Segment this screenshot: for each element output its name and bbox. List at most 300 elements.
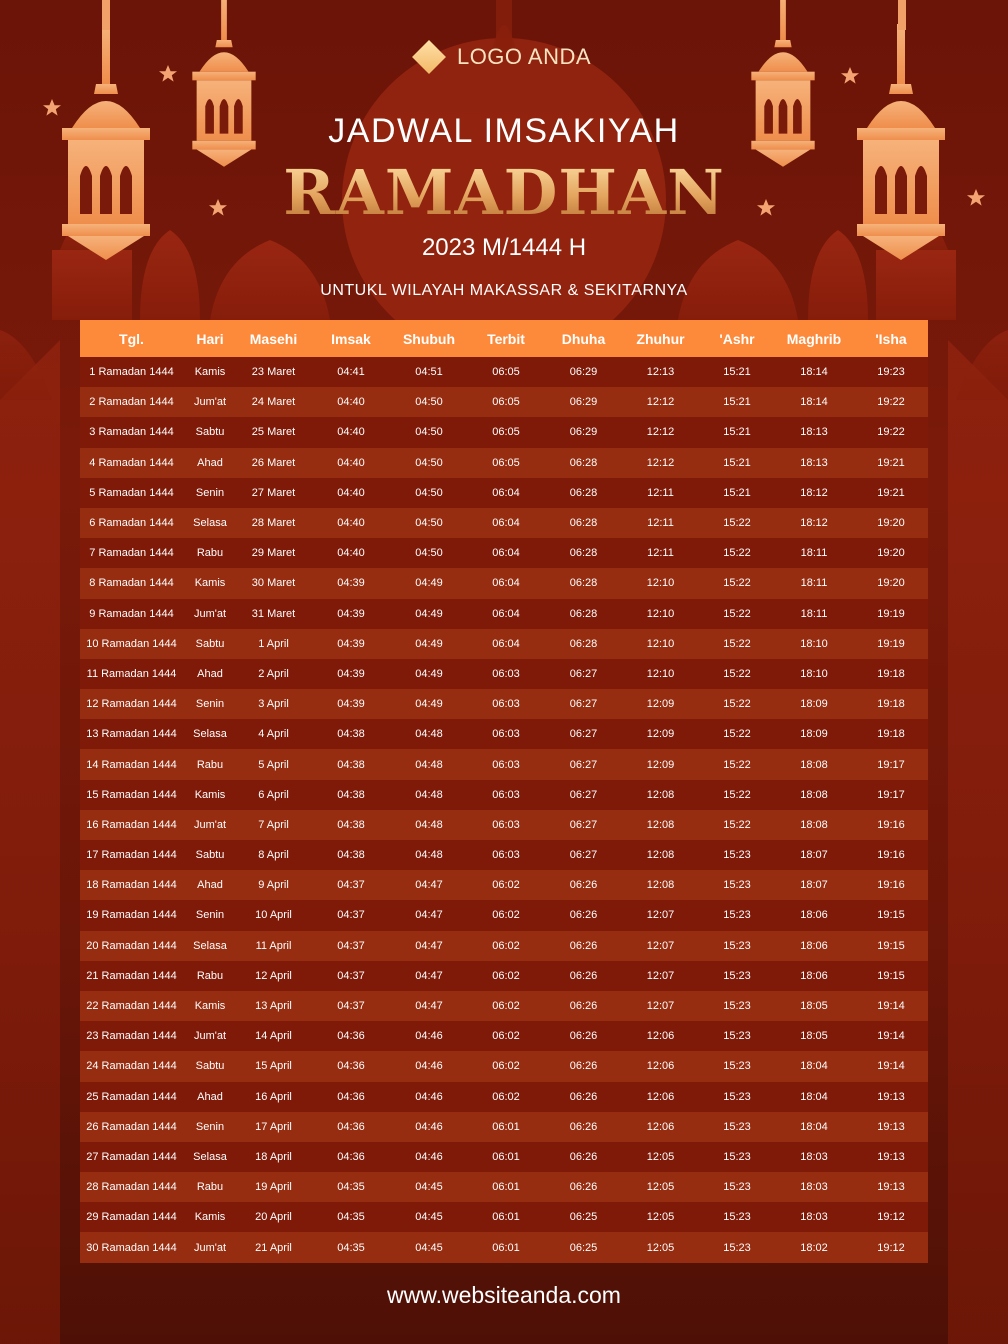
table-cell: 04:37 (310, 870, 392, 900)
table-cell: 04:40 (310, 417, 392, 447)
table-cell: 18:11 (774, 599, 854, 629)
table-cell: 15:23 (700, 931, 774, 961)
table-cell: 5 April (237, 749, 310, 779)
table-cell: 12:11 (621, 478, 700, 508)
table-cell: Kamis (183, 991, 237, 1021)
table-cell: 06:05 (466, 417, 546, 447)
table-cell: 12:12 (621, 417, 700, 447)
table-cell: Rabu (183, 538, 237, 568)
table-row (80, 1082, 928, 1112)
table-cell: 18:10 (774, 629, 854, 659)
table-cell: 19:12 (854, 1202, 928, 1232)
table-row (80, 629, 928, 659)
table-row (80, 719, 928, 749)
table-cell: 15:22 (700, 538, 774, 568)
table-cell: 18:13 (774, 448, 854, 478)
table-cell: Ahad (183, 1082, 237, 1112)
table-cell: 04:47 (392, 870, 466, 900)
table-cell: Senin (183, 900, 237, 930)
table-cell: Jum'at (183, 387, 237, 417)
table-cell: 06:27 (546, 840, 621, 870)
table-cell: 19:18 (854, 719, 928, 749)
table-cell: 18:05 (774, 991, 854, 1021)
table-cell: 04:49 (392, 659, 466, 689)
table-cell: Selasa (183, 1142, 237, 1172)
table-cell: 15:21 (700, 387, 774, 417)
table-cell: 04:39 (310, 568, 392, 598)
table-cell: 04:40 (310, 508, 392, 538)
table-cell: 06:25 (546, 1232, 621, 1262)
table-cell: 15 Ramadan 1444 (80, 780, 183, 810)
table-cell: 06:05 (466, 357, 546, 387)
table-cell: 04:37 (310, 991, 392, 1021)
table-cell: 04:39 (310, 599, 392, 629)
table-cell: 18:08 (774, 749, 854, 779)
table-cell: 04:48 (392, 719, 466, 749)
table-cell: Ahad (183, 448, 237, 478)
table-cell: 10 April (237, 900, 310, 930)
table-cell: 12:06 (621, 1051, 700, 1081)
table-cell: 15:23 (700, 840, 774, 870)
table-cell: 21 Ramadan 1444 (80, 961, 183, 991)
table-cell: 06:26 (546, 1172, 621, 1202)
table-cell: 04:49 (392, 599, 466, 629)
table-cell: 15:23 (700, 1082, 774, 1112)
table-cell: 18:07 (774, 840, 854, 870)
table-cell: 06:03 (466, 719, 546, 749)
table-cell: 18:04 (774, 1051, 854, 1081)
table-cell: 06:01 (466, 1142, 546, 1172)
table-cell: 04:39 (310, 629, 392, 659)
table-cell: 12:12 (621, 448, 700, 478)
table-row (80, 357, 928, 387)
table-cell: 15:23 (700, 1172, 774, 1202)
table-cell: 15 April (237, 1051, 310, 1081)
column-header: Masehi (237, 320, 310, 357)
table-cell: 19:13 (854, 1172, 928, 1202)
table-cell: 28 Ramadan 1444 (80, 1172, 183, 1202)
table-cell: 15:21 (700, 478, 774, 508)
table-cell: 04:40 (310, 538, 392, 568)
table-cell: 11 April (237, 931, 310, 961)
table-cell: 06:28 (546, 599, 621, 629)
table-cell: 15:23 (700, 870, 774, 900)
table-cell: 04:49 (392, 568, 466, 598)
table-cell: Kamis (183, 568, 237, 598)
logo (0, 40, 1008, 74)
table-cell: 12:06 (621, 1021, 700, 1051)
table-cell: 06:26 (546, 900, 621, 930)
table-cell: 18:06 (774, 931, 854, 961)
table-cell: Selasa (183, 508, 237, 538)
table-cell: 18 April (237, 1142, 310, 1172)
schedule-table (80, 320, 928, 1263)
table-cell: 11 Ramadan 1444 (80, 659, 183, 689)
table-cell: 06:26 (546, 991, 621, 1021)
table-cell: 06:28 (546, 478, 621, 508)
table-cell: 18:02 (774, 1232, 854, 1262)
logo-diamond-icon (412, 40, 446, 74)
table-row (80, 840, 928, 870)
table-cell: 06:03 (466, 659, 546, 689)
table-cell: Selasa (183, 719, 237, 749)
table-cell: 18:12 (774, 478, 854, 508)
table-cell: 04:45 (392, 1172, 466, 1202)
table-cell: 06:05 (466, 387, 546, 417)
table-cell: 26 Ramadan 1444 (80, 1112, 183, 1142)
table-cell: 06:28 (546, 538, 621, 568)
table-row (80, 900, 928, 930)
table-cell: Jum'at (183, 1232, 237, 1262)
table-cell: 12:11 (621, 538, 700, 568)
table-cell: 04:36 (310, 1142, 392, 1172)
column-header: Imsak (310, 320, 392, 357)
table-row (80, 780, 928, 810)
table-cell: 19:13 (854, 1082, 928, 1112)
table-cell: 25 Ramadan 1444 (80, 1082, 183, 1112)
table-cell: 19:16 (854, 810, 928, 840)
table-cell: 12:08 (621, 810, 700, 840)
table-cell: 06:03 (466, 780, 546, 810)
table-cell: 19:19 (854, 599, 928, 629)
table-cell: 12:09 (621, 749, 700, 779)
table-row (80, 810, 928, 840)
table-cell: 21 April (237, 1232, 310, 1262)
table-cell: 15:22 (700, 719, 774, 749)
table-row (80, 538, 928, 568)
table-cell: 15:22 (700, 689, 774, 719)
table-cell: 8 April (237, 840, 310, 870)
table-cell: 1 April (237, 629, 310, 659)
table-row (80, 689, 928, 719)
table-cell: 06:26 (546, 1142, 621, 1172)
table-cell: 04:37 (310, 961, 392, 991)
table-row (80, 568, 928, 598)
table-cell: 12:10 (621, 629, 700, 659)
table-cell: 18:04 (774, 1112, 854, 1142)
table-cell: 04:47 (392, 961, 466, 991)
table-cell: 18:05 (774, 1021, 854, 1051)
table-cell: 06:01 (466, 1172, 546, 1202)
table-cell: 18:03 (774, 1202, 854, 1232)
table-cell: 04:39 (310, 689, 392, 719)
table-cell: 04:50 (392, 478, 466, 508)
table-cell: 04:38 (310, 719, 392, 749)
table-cell: 7 April (237, 810, 310, 840)
table-cell: 3 Ramadan 1444 (80, 417, 183, 447)
table-cell: 19:23 (854, 357, 928, 387)
table-cell: Sabtu (183, 840, 237, 870)
table-cell: 04:35 (310, 1232, 392, 1262)
table-cell: 19:22 (854, 387, 928, 417)
table-cell: 19:13 (854, 1142, 928, 1172)
year-label: 2023 M/1444 H (421, 234, 587, 261)
table-cell: 06:26 (546, 1051, 621, 1081)
table-cell: 12:10 (621, 568, 700, 598)
table-cell: 06:27 (546, 780, 621, 810)
table-cell: 04:36 (310, 1051, 392, 1081)
table-cell: 18:09 (774, 719, 854, 749)
table-cell: 10 Ramadan 1444 (80, 629, 183, 659)
table-cell: 15:22 (700, 508, 774, 538)
table-cell: 19:13 (854, 1112, 928, 1142)
table-cell: 04:40 (310, 478, 392, 508)
table-cell: 12:07 (621, 900, 700, 930)
table-cell: 14 Ramadan 1444 (80, 749, 183, 779)
table-body (80, 357, 928, 1263)
table-cell: 19:21 (854, 478, 928, 508)
table-cell: Sabtu (183, 1051, 237, 1081)
table-cell: 24 Maret (237, 387, 310, 417)
table-cell: 06:28 (546, 568, 621, 598)
table-cell: 12:08 (621, 840, 700, 870)
table-cell: Kamis (183, 1202, 237, 1232)
table-cell: 28 Maret (237, 508, 310, 538)
table-cell: 06:04 (466, 629, 546, 659)
table-cell: 17 Ramadan 1444 (80, 840, 183, 870)
table-cell: 06:04 (466, 508, 546, 538)
title-ramadhan: RAMADHAN (0, 156, 1008, 229)
table-cell: 04:38 (310, 749, 392, 779)
table-cell: 06:02 (466, 1051, 546, 1081)
table-cell: 27 Maret (237, 478, 310, 508)
table-cell: 04:37 (310, 900, 392, 930)
table-cell: 04:50 (392, 417, 466, 447)
table-row (80, 1202, 928, 1232)
table-cell: Rabu (183, 1172, 237, 1202)
table-cell: 06:04 (466, 478, 546, 508)
table-cell: 19 Ramadan 1444 (80, 900, 183, 930)
column-header: Tgl. (80, 320, 183, 357)
table-cell: 06:01 (466, 1202, 546, 1232)
table-cell: 19:16 (854, 840, 928, 870)
table-cell: 06:26 (546, 961, 621, 991)
table-cell: 12:07 (621, 991, 700, 1021)
table-cell: 9 April (237, 870, 310, 900)
table-cell: 29 Maret (237, 538, 310, 568)
table-cell: 06:02 (466, 931, 546, 961)
table-cell: 06:02 (466, 900, 546, 930)
table-cell: 06:26 (546, 1112, 621, 1142)
table-cell: 18:08 (774, 780, 854, 810)
table-cell: 06:02 (466, 991, 546, 1021)
table-cell: 16 Ramadan 1444 (80, 810, 183, 840)
table-cell: 04:39 (310, 659, 392, 689)
table-cell: 15:23 (700, 1051, 774, 1081)
table-cell: Jum'at (183, 1021, 237, 1051)
column-header: Zhuhur (621, 320, 700, 357)
table-cell: 06:04 (466, 538, 546, 568)
table-cell: 06:28 (546, 448, 621, 478)
table-cell: 06:01 (466, 1232, 546, 1262)
lantern-string (102, 0, 110, 30)
table-cell: 06:02 (466, 1021, 546, 1051)
table-cell: Rabu (183, 749, 237, 779)
table-cell: 04:46 (392, 1082, 466, 1112)
table-cell: 04:36 (310, 1082, 392, 1112)
table-cell: 06:04 (466, 568, 546, 598)
table-cell: 5 Ramadan 1444 (80, 478, 183, 508)
table-cell: 18:11 (774, 568, 854, 598)
table-cell: 06:03 (466, 689, 546, 719)
table-cell: 15:23 (700, 900, 774, 930)
table-cell: 04:49 (392, 629, 466, 659)
table-cell: Senin (183, 689, 237, 719)
table-cell: 04:38 (310, 810, 392, 840)
table-cell: 29 Ramadan 1444 (80, 1202, 183, 1232)
table-cell: 04:40 (310, 448, 392, 478)
table-cell: 15:22 (700, 810, 774, 840)
table-cell: 12:09 (621, 689, 700, 719)
table-cell: 15:23 (700, 1142, 774, 1172)
table-cell: 04:48 (392, 810, 466, 840)
table-cell: 12:10 (621, 599, 700, 629)
table-cell: 06:02 (466, 870, 546, 900)
table-cell: 12:10 (621, 659, 700, 689)
schedule-table-container (80, 320, 928, 1263)
column-header: Hari (183, 320, 237, 357)
table-cell: 15:23 (700, 961, 774, 991)
table-cell: 04:38 (310, 840, 392, 870)
table-cell: 04:45 (392, 1202, 466, 1232)
table-cell: 04:50 (392, 508, 466, 538)
table-cell: 04:48 (392, 840, 466, 870)
table-cell: 18:07 (774, 870, 854, 900)
table-cell: 19:16 (854, 870, 928, 900)
table-cell: 04:41 (310, 357, 392, 387)
table-cell: 18:12 (774, 508, 854, 538)
table-cell: 19:18 (854, 689, 928, 719)
table-cell: 2 April (237, 659, 310, 689)
website-url: www.websiteanda.com (387, 1282, 621, 1308)
table-cell: 18:06 (774, 900, 854, 930)
table-cell: Sabtu (183, 629, 237, 659)
table-cell: 19:15 (854, 931, 928, 961)
table-cell: 04:50 (392, 387, 466, 417)
table-cell: 04:48 (392, 780, 466, 810)
table-cell: 19:14 (854, 991, 928, 1021)
table-cell: 15:23 (700, 1202, 774, 1232)
table-cell: 04:48 (392, 749, 466, 779)
table-cell: 12:05 (621, 1202, 700, 1232)
table-cell: 12:09 (621, 719, 700, 749)
table-cell: 15:22 (700, 599, 774, 629)
table-row (80, 1112, 928, 1142)
table-cell: 12:06 (621, 1082, 700, 1112)
table-cell: 23 Maret (237, 357, 310, 387)
table-cell: 19:17 (854, 780, 928, 810)
table-cell: 04:47 (392, 900, 466, 930)
logo-text: LOGO ANDA (456, 44, 592, 69)
table-cell: 12:12 (621, 387, 700, 417)
table-cell: 15:21 (700, 357, 774, 387)
table-cell: 18:10 (774, 659, 854, 689)
table-cell: 06:02 (466, 961, 546, 991)
table-cell: 18:14 (774, 387, 854, 417)
table-cell: 12:08 (621, 870, 700, 900)
table-cell: 6 Ramadan 1444 (80, 508, 183, 538)
table-cell: 15:23 (700, 1021, 774, 1051)
table-cell: 18:04 (774, 1082, 854, 1112)
table-cell: 9 Ramadan 1444 (80, 599, 183, 629)
table-row (80, 387, 928, 417)
table-cell: 19:21 (854, 448, 928, 478)
table-cell: 22 Ramadan 1444 (80, 991, 183, 1021)
table-cell: 06:26 (546, 1021, 621, 1051)
table-cell: 19:22 (854, 417, 928, 447)
table-cell: 19:14 (854, 1021, 928, 1051)
table-cell: 19:12 (854, 1232, 928, 1262)
table-cell: 30 Maret (237, 568, 310, 598)
table-cell: 15:22 (700, 629, 774, 659)
table-cell: 06:03 (466, 810, 546, 840)
table-cell: 31 Maret (237, 599, 310, 629)
lantern-string (898, 0, 906, 30)
table-cell: 06:28 (546, 508, 621, 538)
table-cell: 18:03 (774, 1172, 854, 1202)
title-line1: JADWAL IMSAKIYAH (328, 112, 680, 150)
table-cell: 7 Ramadan 1444 (80, 538, 183, 568)
table-cell: 18:06 (774, 961, 854, 991)
table-cell: Rabu (183, 961, 237, 991)
table-cell: 06:27 (546, 689, 621, 719)
table-cell: 06:27 (546, 810, 621, 840)
table-cell: 04:37 (310, 931, 392, 961)
table-cell: 18:09 (774, 689, 854, 719)
table-cell: 18:14 (774, 357, 854, 387)
table-cell: 06:26 (546, 1082, 621, 1112)
table-cell: 27 Ramadan 1444 (80, 1142, 183, 1172)
table-cell: 06:25 (546, 1202, 621, 1232)
table-row (80, 961, 928, 991)
table-cell: 2 Ramadan 1444 (80, 387, 183, 417)
table-cell: 19:20 (854, 568, 928, 598)
table-cell: 18 Ramadan 1444 (80, 870, 183, 900)
table-cell: 15:21 (700, 448, 774, 478)
table-cell: 25 Maret (237, 417, 310, 447)
table-cell: 19:19 (854, 629, 928, 659)
table-cell: 4 Ramadan 1444 (80, 448, 183, 478)
table-cell: 15:23 (700, 1112, 774, 1142)
table-cell: 18:13 (774, 417, 854, 447)
table-cell: 04:46 (392, 1112, 466, 1142)
table-cell: 12:05 (621, 1232, 700, 1262)
column-header: Maghrib (774, 320, 854, 357)
table-row (80, 599, 928, 629)
table-cell: Senin (183, 478, 237, 508)
table-cell: 15:22 (700, 568, 774, 598)
table-cell: 04:49 (392, 689, 466, 719)
table-cell: 04:45 (392, 1232, 466, 1262)
table-cell: 15:22 (700, 780, 774, 810)
column-header: Dhuha (546, 320, 621, 357)
table-row (80, 659, 928, 689)
table-row (80, 749, 928, 779)
table-header-row (80, 320, 928, 357)
table-cell: 13 Ramadan 1444 (80, 719, 183, 749)
table-row (80, 417, 928, 447)
table-cell: 13 April (237, 991, 310, 1021)
table-cell: 20 Ramadan 1444 (80, 931, 183, 961)
table-cell: Ahad (183, 659, 237, 689)
table-cell: 06:26 (546, 931, 621, 961)
table-cell: 3 April (237, 689, 310, 719)
column-header: 'Isha (854, 320, 928, 357)
table-cell: 04:51 (392, 357, 466, 387)
table-cell: 23 Ramadan 1444 (80, 1021, 183, 1051)
table-cell: Jum'at (183, 810, 237, 840)
table-cell: 8 Ramadan 1444 (80, 568, 183, 598)
